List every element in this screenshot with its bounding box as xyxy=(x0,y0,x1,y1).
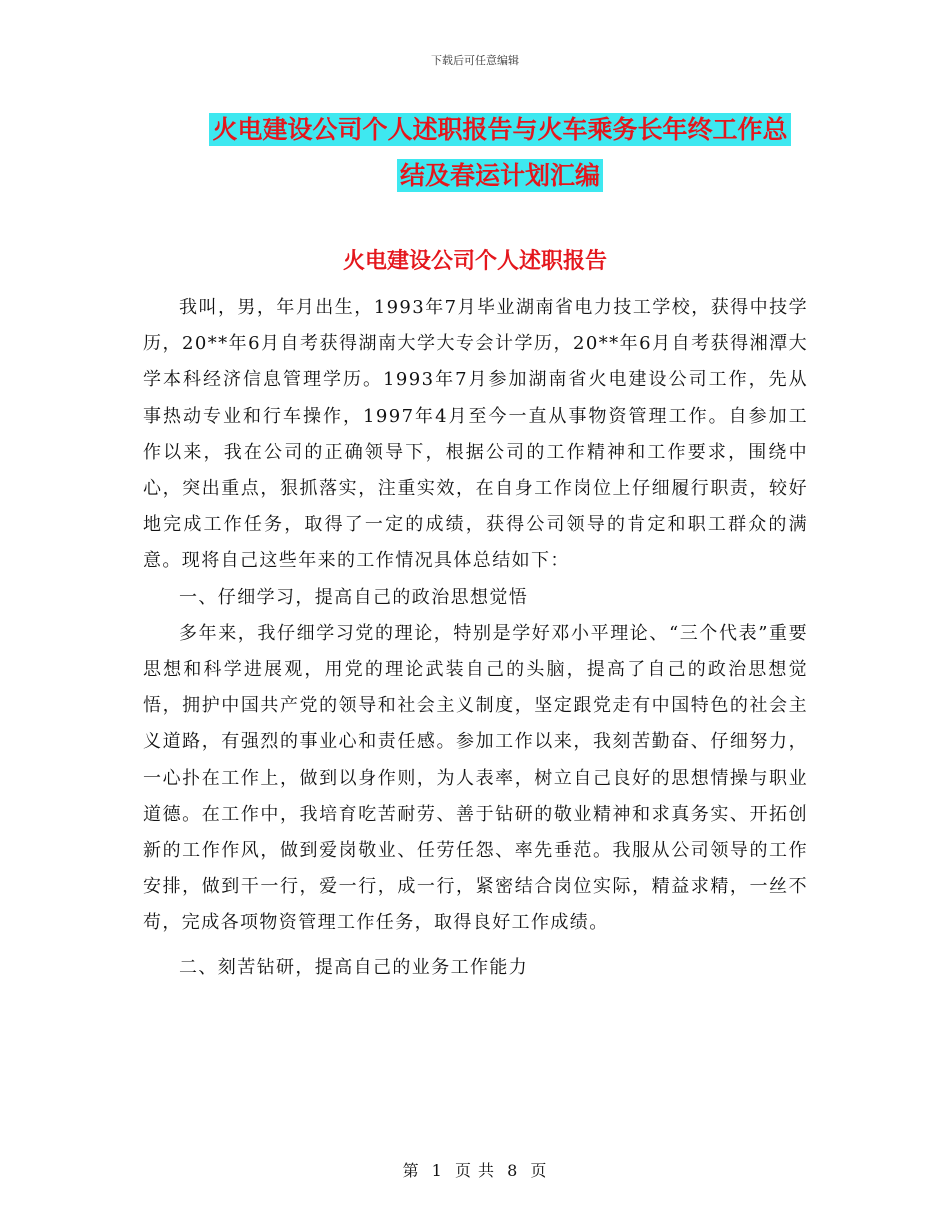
section-title: 火电建设公司个人述职报告 xyxy=(342,249,607,274)
document-main-title xyxy=(140,107,860,199)
footer-prefix: 第 xyxy=(402,1161,420,1180)
body-paragraph-1: 多年来，我仔细学习党的理论，特别是学好邓小平理论、“三个代表”重要思想和科学进展观，用党的理论武装自己的头脑，提高了自己的政治思想觉悟，拥护中国共产党的领导和社会主义制度，坚定跟党走有中国特色的社会主义道路，有强烈的事业心和责任感。参加工作以来，我刻苦勤奋、仔细努力，一心扑在工作上，做到以身作则，为人表率，树立自己良好的思想情操与职业道德。在工作中，我培育吃苦耐劳、善于钻研的敬业精神和求真务实、开拓创新的工作作风，做到爱岗敬业、任劳任怨、率先垂范。我服从公司领导的工作安排，做到干一行，爱一行，成一行，紧密结合岗位实际，精益求精，一丝不苟，完成各项物资管理工作任务，取得良好工作成绩。 xyxy=(143,622,808,934)
footer-page-number: 1 xyxy=(431,1161,443,1180)
subheading-1: 一、仔细学习，提高自己的政治思想觉悟 xyxy=(179,586,529,608)
page-footer xyxy=(0,1158,950,1181)
footer-middle: 页 共 xyxy=(454,1161,496,1180)
document-body xyxy=(143,290,808,986)
page-header-note: 下载后可任意编辑 xyxy=(431,54,519,67)
main-title-line-1: 火电建设公司个人述职报告与火车乘务长年终工作总 xyxy=(209,113,790,146)
subheading-2: 二、刻苦钻研，提高自己的业务工作能力 xyxy=(179,956,529,978)
footer-total-pages: 8 xyxy=(507,1161,519,1180)
body-paragraph-intro: 我叫，男，年月出生，1993年7月毕业湖南省电力技工学校，获得中技学历，20**年6月自考获得湖南大学大专会计学历，20**年6月自考获得湘潭大学本科经济信息管理学历。1993年7月参加湖南省火电建设公司工作，先从事热动专业和行车操作，1997年4月至今一直从事物资管理工作。自参加工作以来，我在公司的正确领导下，根据公司的工作精神和工作要求，围绕中心，突出重点，狠抓落实，注重实效，在自身工作岗位上仔细履行职责，较好地完成工作任务，取得了一定的成绩，获得公司领导的肯定和职工群众的满意。现将自己这些年来的工作情况具体总结如下： xyxy=(143,297,808,572)
main-title-line-2: 结及春运计划汇编 xyxy=(397,159,603,192)
footer-suffix: 页 xyxy=(530,1161,548,1180)
